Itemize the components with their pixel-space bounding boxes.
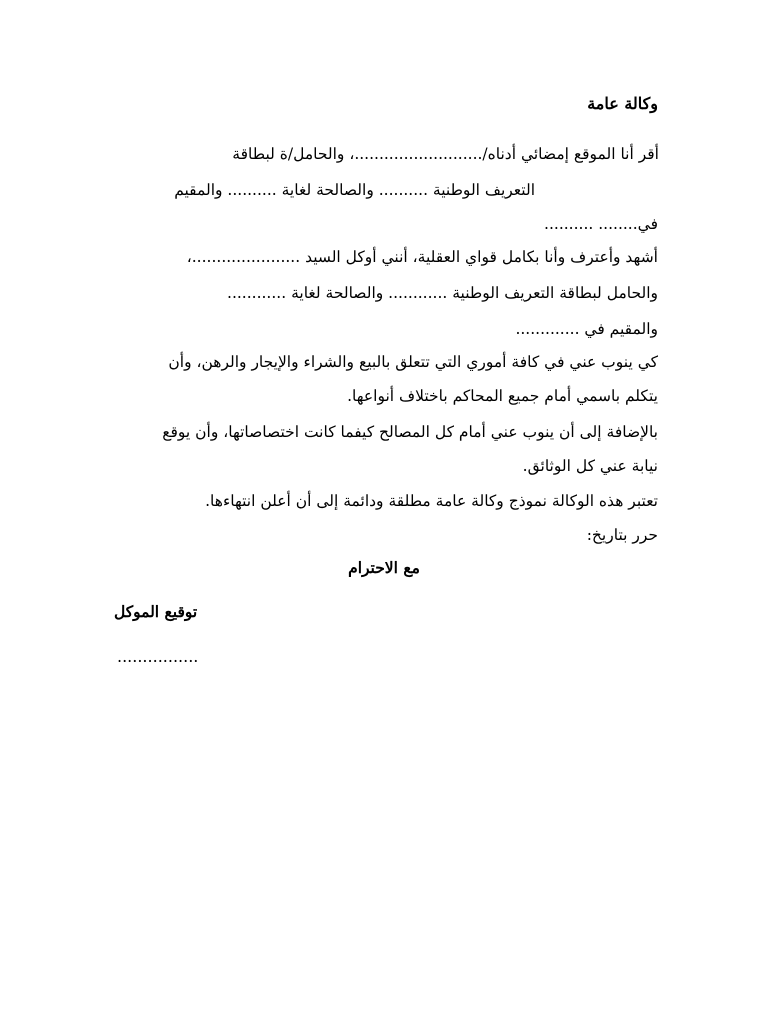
document-title: وكالة عامة [587,94,658,113]
body-line-3: في........ .......... [544,215,658,233]
signature-label: توقيع الموكل [114,602,198,621]
body-line-6: والمقيم في ............. [515,320,658,338]
body-line-9: بالإضافة إلى أن ينوب عني أمام كل المصالح كيفما كانت اختصاصاتها، وأن يوقع [162,423,658,441]
body-line-1: أقر أنا الموقع إمضائي أدناه/..........................، والحامل/ة لبطاقة [232,145,659,163]
body-line-10: نيابة عني كل الوثائق. [522,457,658,475]
body-line-11: تعتبر هذه الوكالة نموذج وكالة عامة مطلقة ودائمة إلى أن أعلن انتهاءها. [205,492,658,510]
signature-placeholder: ................ [117,647,199,666]
body-line-2: التعريف الوطنية .......... والصالحة لغاية .......... والمقيم [174,181,535,199]
closing-text: مع الاحترام [348,558,420,577]
body-line-7: كي ينوب عني في كافة أموري التي تتعلق بالبيع والشراء والإيجار والرهن، وأن [168,353,658,371]
body-line-8: يتكلم باسمي أمام جميع المحاكم باختلاف أنواعها. [347,387,658,405]
body-line-5: والحامل لبطاقة التعريف الوطنية ............ والصالحة لغاية ............ [227,284,658,302]
date-line: حرر بتاريخ: [586,526,658,544]
body-line-4: أشهد وأعترف وأنا بكامل قواي العقلية، أنني أوكل السيد ......................، [186,248,658,266]
